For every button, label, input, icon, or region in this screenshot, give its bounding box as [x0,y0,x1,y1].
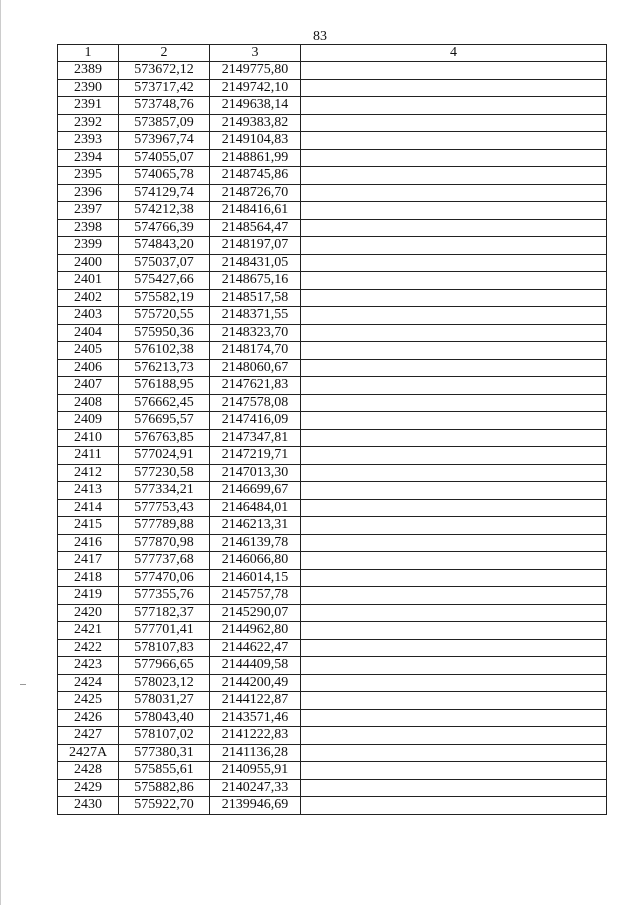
x-coordinate-cell: 573857,09 [119,114,210,132]
point-number-cell: 2402 [58,289,119,307]
y-coordinate-cell: 2141222,83 [210,727,301,745]
table-row [58,219,607,237]
y-coordinate-cell: 2149775,80 [210,62,301,80]
y-coordinate-cell: 2146139,78 [210,534,301,552]
y-coordinate-cell: 2148726,70 [210,184,301,202]
table-row [58,394,607,412]
y-coordinate-cell: 2141136,28 [210,744,301,762]
point-number-cell: 2394 [58,149,119,167]
page-edge-line [0,0,1,905]
table-row [58,692,607,710]
point-number-cell: 2399 [58,237,119,255]
point-number-cell: 2415 [58,517,119,535]
x-coordinate-cell: 577966,65 [119,657,210,675]
x-coordinate-cell: 576695,57 [119,412,210,430]
y-coordinate-cell: 2140247,33 [210,779,301,797]
table-row [58,727,607,745]
table-row [58,307,607,325]
coordinates-table [57,44,607,815]
note-cell [301,587,607,605]
table-row [58,289,607,307]
note-cell [301,394,607,412]
x-coordinate-cell: 578031,27 [119,692,210,710]
header-col-3: 3 [210,45,301,62]
x-coordinate-cell: 577470,06 [119,569,210,587]
x-coordinate-cell: 575922,70 [119,797,210,815]
y-coordinate-cell: 2145290,07 [210,604,301,622]
point-number-cell: 2396 [58,184,119,202]
table-row [58,639,607,657]
note-cell [301,237,607,255]
point-number-cell: 2424 [58,674,119,692]
table-row [58,517,607,535]
table-row [58,447,607,465]
x-coordinate-cell: 577334,21 [119,482,210,500]
note-cell [301,97,607,115]
note-cell [301,534,607,552]
table-row [58,779,607,797]
point-number-cell: 2425 [58,692,119,710]
table-row [58,797,607,815]
table-row [58,167,607,185]
point-number-cell: 2412 [58,464,119,482]
point-number-cell: 2408 [58,394,119,412]
x-coordinate-cell: 577701,41 [119,622,210,640]
table-row [58,552,607,570]
y-coordinate-cell: 2148431,05 [210,254,301,272]
x-coordinate-cell: 575427,66 [119,272,210,290]
note-cell [301,552,607,570]
note-cell [301,622,607,640]
table-row [58,499,607,517]
note-cell [301,429,607,447]
point-number-cell: 2421 [58,622,119,640]
table-row [58,762,607,780]
x-coordinate-cell: 578043,40 [119,709,210,727]
x-coordinate-cell: 576213,73 [119,359,210,377]
table-row [58,587,607,605]
y-coordinate-cell: 2147578,08 [210,394,301,412]
y-coordinate-cell: 2144122,87 [210,692,301,710]
point-number-cell: 2404 [58,324,119,342]
x-coordinate-cell: 576662,45 [119,394,210,412]
table-row [58,412,607,430]
note-cell [301,482,607,500]
table-row [58,237,607,255]
point-number-cell: 2397 [58,202,119,220]
x-coordinate-cell: 575882,86 [119,779,210,797]
table-row [58,132,607,150]
table-row [58,254,607,272]
note-cell [301,692,607,710]
x-coordinate-cell: 575582,19 [119,289,210,307]
point-number-cell: 2423 [58,657,119,675]
x-coordinate-cell: 576763,85 [119,429,210,447]
point-number-cell: 2406 [58,359,119,377]
table-row [58,464,607,482]
x-coordinate-cell: 575037,07 [119,254,210,272]
table-row [58,622,607,640]
y-coordinate-cell: 2149104,83 [210,132,301,150]
note-cell [301,184,607,202]
y-coordinate-cell: 2148861,99 [210,149,301,167]
x-coordinate-cell: 574129,74 [119,184,210,202]
point-number-cell: 2407 [58,377,119,395]
x-coordinate-cell: 576188,95 [119,377,210,395]
point-number-cell: 2418 [58,569,119,587]
y-coordinate-cell: 2147416,09 [210,412,301,430]
point-number-cell: 2422 [58,639,119,657]
x-coordinate-cell: 574055,07 [119,149,210,167]
note-cell [301,167,607,185]
table-row [58,429,607,447]
note-cell [301,79,607,97]
y-coordinate-cell: 2148174,70 [210,342,301,360]
point-number-cell: 2395 [58,167,119,185]
y-coordinate-cell: 2139946,69 [210,797,301,815]
point-number-cell: 2392 [58,114,119,132]
note-cell [301,324,607,342]
note-cell [301,797,607,815]
y-coordinate-cell: 2144622,47 [210,639,301,657]
y-coordinate-cell: 2148517,58 [210,289,301,307]
table-row [58,377,607,395]
point-number-cell: 2391 [58,97,119,115]
y-coordinate-cell: 2148060,67 [210,359,301,377]
note-cell [301,377,607,395]
note-cell [301,779,607,797]
note-cell [301,517,607,535]
y-coordinate-cell: 2148675,16 [210,272,301,290]
point-number-cell: 2410 [58,429,119,447]
y-coordinate-cell: 2147347,81 [210,429,301,447]
note-cell [301,464,607,482]
note-cell [301,114,607,132]
table-row [58,97,607,115]
y-coordinate-cell: 2145757,78 [210,587,301,605]
point-number-cell: 2414 [58,499,119,517]
header-col-2: 2 [119,45,210,62]
note-cell [301,289,607,307]
x-coordinate-cell: 573967,74 [119,132,210,150]
margin-mark [20,684,26,685]
note-cell [301,272,607,290]
note-cell [301,727,607,745]
note-cell [301,762,607,780]
point-number-cell: 2411 [58,447,119,465]
table-row [58,79,607,97]
note-cell [301,447,607,465]
y-coordinate-cell: 2148745,86 [210,167,301,185]
point-number-cell: 2389 [58,62,119,80]
x-coordinate-cell: 577355,76 [119,587,210,605]
table-row [58,272,607,290]
x-coordinate-cell: 577870,98 [119,534,210,552]
x-coordinate-cell: 577182,37 [119,604,210,622]
x-coordinate-cell: 574843,20 [119,237,210,255]
table-row [58,657,607,675]
note-cell [301,254,607,272]
x-coordinate-cell: 574766,39 [119,219,210,237]
point-number-cell: 2420 [58,604,119,622]
note-cell [301,657,607,675]
point-number-cell: 2393 [58,132,119,150]
point-number-cell: 2401 [58,272,119,290]
note-cell [301,219,607,237]
x-coordinate-cell: 573748,76 [119,97,210,115]
x-coordinate-cell: 573717,42 [119,79,210,97]
table-row [58,324,607,342]
point-number-cell: 2409 [58,412,119,430]
x-coordinate-cell: 577024,91 [119,447,210,465]
y-coordinate-cell: 2148323,70 [210,324,301,342]
x-coordinate-cell: 574212,38 [119,202,210,220]
table-row [58,62,607,80]
note-cell [301,359,607,377]
x-coordinate-cell: 577789,88 [119,517,210,535]
point-number-cell: 2400 [58,254,119,272]
y-coordinate-cell: 2148197,07 [210,237,301,255]
point-number-cell: 2427A [58,744,119,762]
note-cell [301,132,607,150]
x-coordinate-cell: 577380,31 [119,744,210,762]
y-coordinate-cell: 2144200,49 [210,674,301,692]
y-coordinate-cell: 2146699,67 [210,482,301,500]
table-row [58,674,607,692]
note-cell [301,744,607,762]
table-row [58,342,607,360]
point-number-cell: 2413 [58,482,119,500]
table-row [58,202,607,220]
point-number-cell: 2428 [58,762,119,780]
table-row [58,482,607,500]
point-number-cell: 2416 [58,534,119,552]
x-coordinate-cell: 577737,68 [119,552,210,570]
point-number-cell: 2430 [58,797,119,815]
y-coordinate-cell: 2147621,83 [210,377,301,395]
table-row [58,359,607,377]
note-cell [301,62,607,80]
note-cell [301,709,607,727]
x-coordinate-cell: 575950,36 [119,324,210,342]
table-row [58,709,607,727]
x-coordinate-cell: 576102,38 [119,342,210,360]
point-number-cell: 2426 [58,709,119,727]
y-coordinate-cell: 2146014,15 [210,569,301,587]
x-coordinate-cell: 578107,83 [119,639,210,657]
table-row [58,114,607,132]
x-coordinate-cell: 575720,55 [119,307,210,325]
x-coordinate-cell: 578023,12 [119,674,210,692]
y-coordinate-cell: 2144962,80 [210,622,301,640]
point-number-cell: 2427 [58,727,119,745]
x-coordinate-cell: 578107,02 [119,727,210,745]
note-cell [301,307,607,325]
header-row [58,45,607,62]
y-coordinate-cell: 2140955,91 [210,762,301,780]
point-number-cell: 2417 [58,552,119,570]
y-coordinate-cell: 2146213,31 [210,517,301,535]
point-number-cell: 2403 [58,307,119,325]
table-row [58,149,607,167]
note-cell [301,569,607,587]
y-coordinate-cell: 2149383,82 [210,114,301,132]
point-number-cell: 2429 [58,779,119,797]
point-number-cell: 2405 [58,342,119,360]
y-coordinate-cell: 2147219,71 [210,447,301,465]
table-row [58,569,607,587]
table-row [58,744,607,762]
header-col-1: 1 [58,45,119,62]
x-coordinate-cell: 577230,58 [119,464,210,482]
note-cell [301,674,607,692]
x-coordinate-cell: 577753,43 [119,499,210,517]
table-row [58,534,607,552]
note-cell [301,412,607,430]
y-coordinate-cell: 2147013,30 [210,464,301,482]
note-cell [301,639,607,657]
table-row [58,184,607,202]
page-number: 83 [313,29,327,44]
y-coordinate-cell: 2148564,47 [210,219,301,237]
y-coordinate-cell: 2148371,55 [210,307,301,325]
table-row [58,604,607,622]
header-col-4: 4 [301,45,607,62]
y-coordinate-cell: 2148416,61 [210,202,301,220]
note-cell [301,604,607,622]
note-cell [301,202,607,220]
y-coordinate-cell: 2143571,46 [210,709,301,727]
x-coordinate-cell: 573672,12 [119,62,210,80]
note-cell [301,149,607,167]
point-number-cell: 2398 [58,219,119,237]
y-coordinate-cell: 2149638,14 [210,97,301,115]
note-cell [301,342,607,360]
x-coordinate-cell: 574065,78 [119,167,210,185]
point-number-cell: 2390 [58,79,119,97]
y-coordinate-cell: 2146484,01 [210,499,301,517]
y-coordinate-cell: 2146066,80 [210,552,301,570]
x-coordinate-cell: 575855,61 [119,762,210,780]
point-number-cell: 2419 [58,587,119,605]
y-coordinate-cell: 2144409,58 [210,657,301,675]
y-coordinate-cell: 2149742,10 [210,79,301,97]
note-cell [301,499,607,517]
